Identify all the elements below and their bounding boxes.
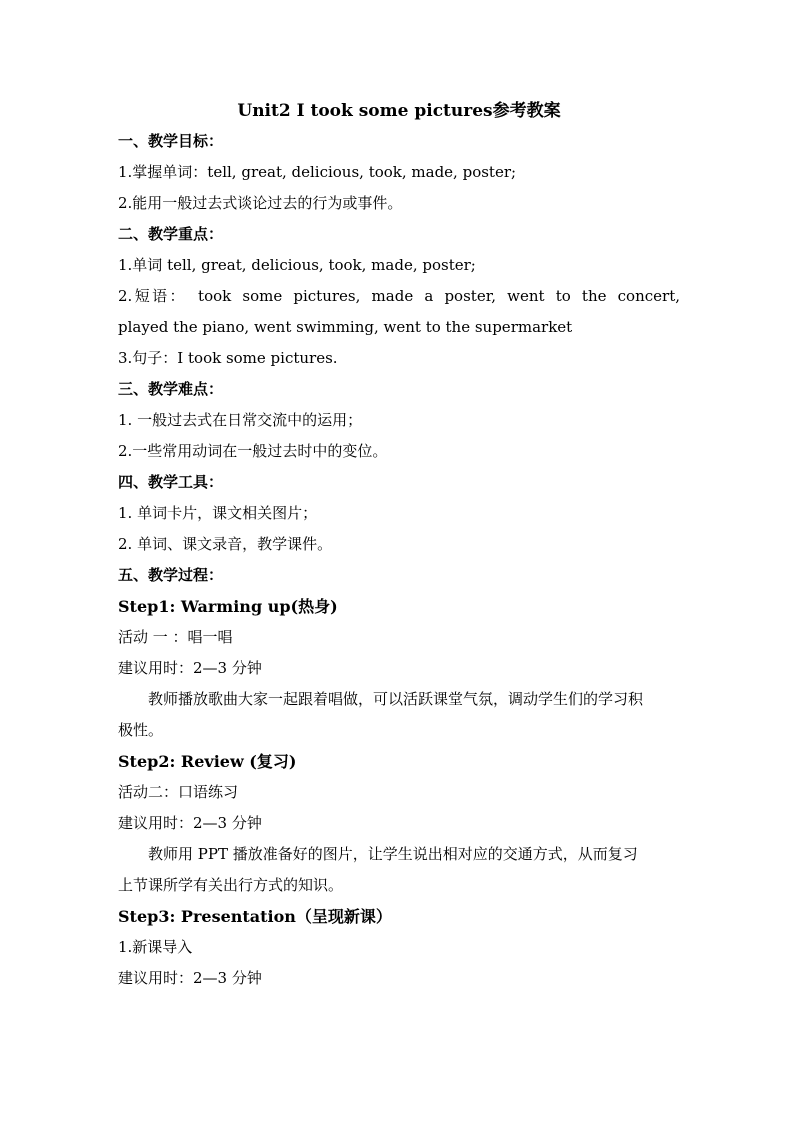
activity-line: 活动 一 ：唱一唱 (118, 628, 233, 646)
suggested-time-line: 建议用时：2—3 分钟 (118, 814, 262, 832)
step-heading-presentation: Step3: Presentation（呈现新课） (118, 907, 392, 926)
step-heading-review: Step2: Review (复习) (118, 752, 297, 771)
section-heading-objectives: 一、教学目标： (118, 132, 224, 150)
objective-line: 2.能用一般过去式谈论过去的行为或事件。 (118, 194, 403, 212)
difficulty-line: 2.一些常用动词在一般过去时中的变位。 (118, 442, 388, 460)
section-heading-tools: 四、教学工具： (118, 473, 224, 491)
step-heading-warming-up: Step1: Warming up(热身) (118, 597, 338, 616)
paragraph-line: 教师播放歌曲大家一起跟着唱做，可以活跃课堂气氛，调动学生们的学习积 (148, 690, 644, 708)
section-heading-key-points: 二、教学重点： (118, 225, 224, 243)
tool-line: 1. 单词卡片，课文相关图片； (118, 504, 318, 522)
key-point-line: 1.单词 tell, great, delicious, took, made, poster; (118, 256, 476, 274)
section-heading-difficulties: 三、教学难点： (118, 380, 224, 398)
difficulty-line: 1. 一般过去式在日常交流中的运用； (118, 411, 363, 429)
objective-line: 1.掌握单词：tell, great, delicious, took, made, poster; (118, 163, 517, 181)
paragraph-line: 教师用 PPT 播放准备好的图片，让学生说出相对应的交通方式，从而复习 (148, 845, 638, 863)
section-heading-process: 五、教学过程： (118, 566, 224, 584)
paragraph-line: 极性。 (118, 721, 164, 739)
document-page (118, 96, 680, 994)
paragraph-line: 上节课所学有关出行方式的知识。 (118, 876, 344, 894)
document-title: Unit2 I took some pictures参考教案 (237, 101, 561, 121)
key-point-line: played the piano, went swimming, went to the supermarket (118, 318, 573, 336)
tool-line: 2. 单词、课文录音，教学课件。 (118, 535, 333, 553)
suggested-time-line: 建议用时：2—3 分钟 (118, 969, 262, 987)
suggested-time-line: 建议用时：2—3 分钟 (118, 659, 262, 677)
key-point-line: 2.短语： took some pictures, made a poster, went to the concert, (118, 287, 680, 305)
activity-line: 1.新课导入 (118, 938, 193, 956)
activity-line: 活动二：口语练习 (118, 783, 239, 801)
key-point-line: 3.句子：I took some pictures. (118, 349, 338, 367)
